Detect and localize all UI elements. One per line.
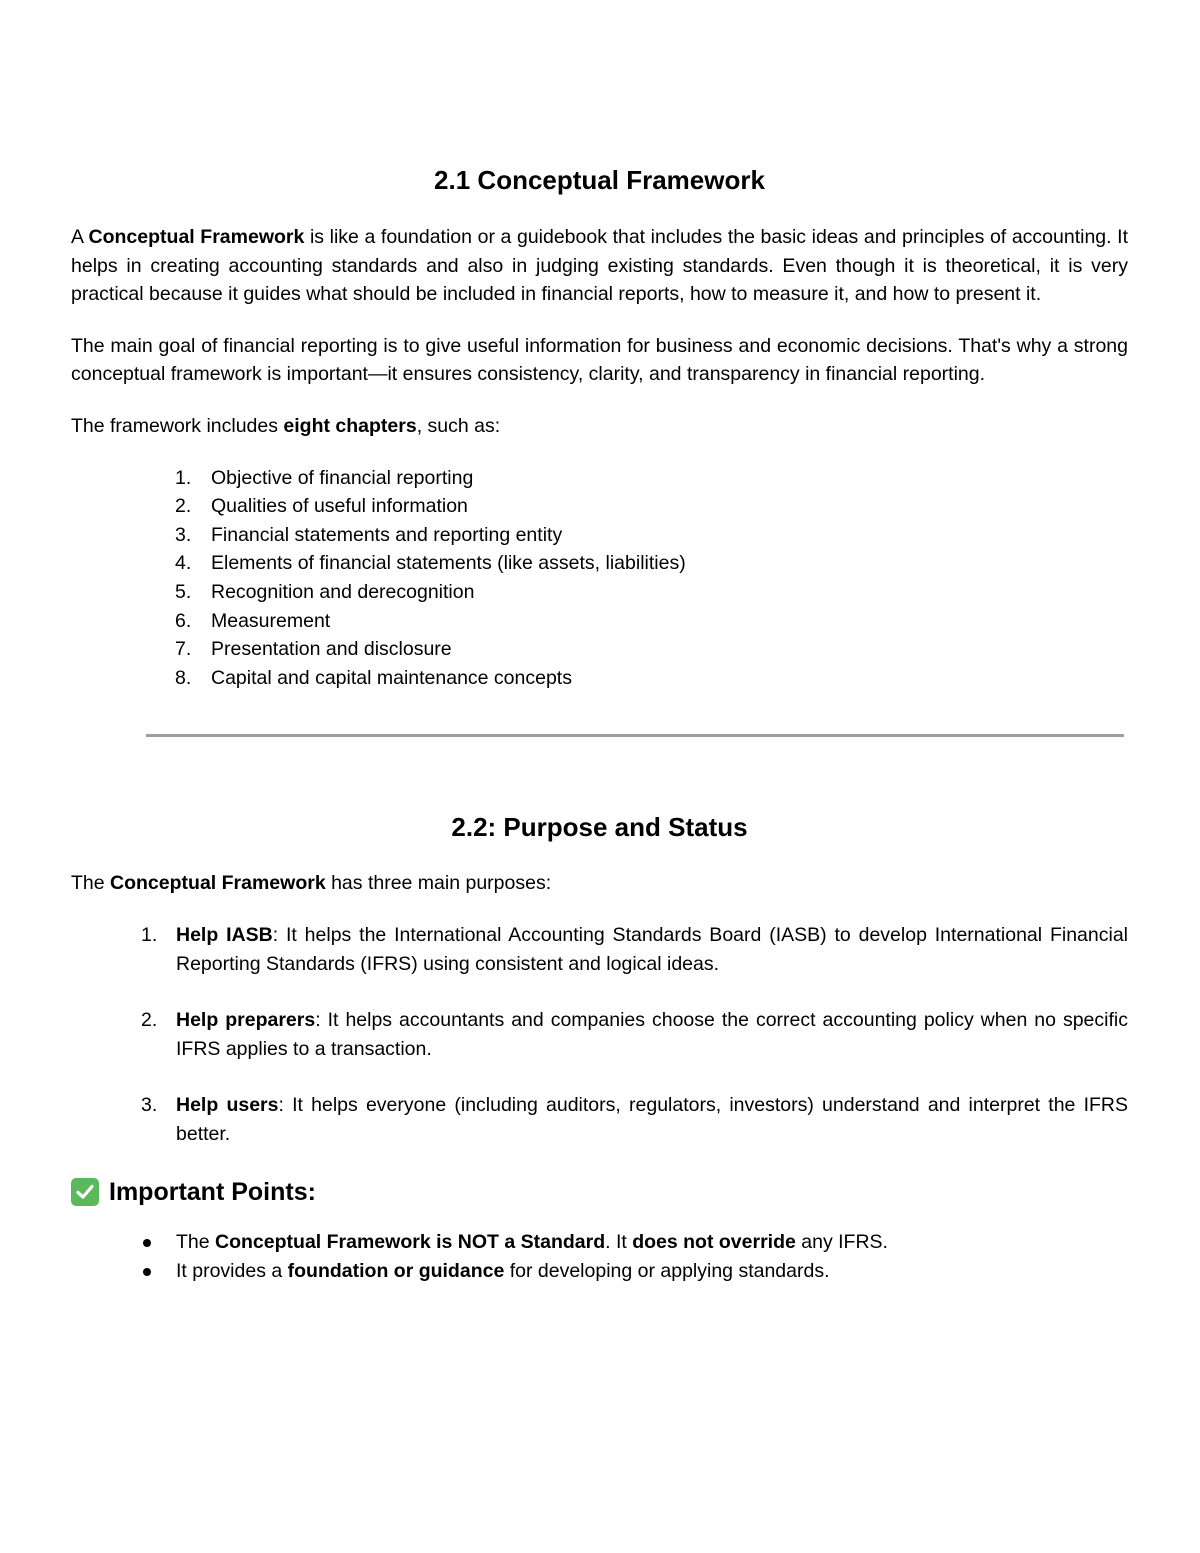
list-item bbox=[71, 464, 1128, 493]
list-item bbox=[71, 921, 1128, 978]
list-item bbox=[71, 549, 1128, 578]
list-item bbox=[71, 1228, 1128, 1257]
list-item bbox=[71, 1091, 1128, 1148]
list-number: 8. bbox=[175, 666, 192, 689]
important-points-heading bbox=[71, 1176, 1128, 1208]
list-number: 7. bbox=[175, 638, 192, 661]
section-1-paragraph-3 bbox=[71, 412, 1128, 441]
list-item bbox=[71, 578, 1128, 607]
bold-term: Conceptual Framework bbox=[110, 872, 326, 895]
text-run: has three main purposes: bbox=[325, 872, 552, 895]
section-1-paragraph-1 bbox=[71, 223, 1128, 309]
list-number: 1. bbox=[175, 466, 192, 489]
text-run: It provides a bbox=[176, 1260, 288, 1283]
list-item bbox=[71, 664, 1128, 693]
bold-term: does not override bbox=[632, 1231, 796, 1254]
list-item bbox=[71, 492, 1128, 521]
bold-term: foundation or guidance bbox=[287, 1260, 505, 1283]
list-item bbox=[71, 1006, 1128, 1063]
list-number: 6. bbox=[175, 609, 192, 632]
bold-term: Help users bbox=[176, 1094, 279, 1117]
list-number: 1. bbox=[141, 923, 158, 946]
list-item-text: Elements of financial statements (like assets, liabilities) bbox=[211, 552, 686, 575]
check-mark-icon bbox=[71, 1178, 99, 1206]
text-run: A bbox=[71, 226, 89, 248]
text-run: , such as: bbox=[416, 414, 501, 437]
list-item-text: Recognition and derecognition bbox=[211, 580, 475, 603]
list-item-text: Capital and capital maintenance concepts bbox=[211, 666, 572, 689]
bullet-icon bbox=[143, 1268, 151, 1276]
section-2-title: 2.2: Purpose and Status bbox=[451, 812, 748, 843]
section-1-title: 2.1 Conceptual Framework bbox=[434, 165, 765, 195]
list-item-text: Financial statements and reporting entity bbox=[211, 523, 563, 546]
section-divider bbox=[146, 734, 1124, 737]
list-number: 5. bbox=[175, 580, 192, 603]
list-item bbox=[71, 635, 1128, 664]
section-1-paragraph-2: The main goal of financial reporting is to give useful information for business and economic decisions. That's why a strong conceptual framework is important—it ensures consistency, clarity, and transparency in financial reporting. bbox=[71, 334, 1128, 386]
purposes-list bbox=[71, 921, 1128, 1149]
list-number: 3. bbox=[175, 523, 192, 546]
text-run: The bbox=[176, 1231, 216, 1254]
bold-term: Help IASB bbox=[176, 923, 273, 946]
important-points-list bbox=[71, 1228, 1128, 1285]
list-item-text: Measurement bbox=[211, 609, 331, 632]
list-number: 2. bbox=[141, 1009, 158, 1032]
list-item-text: Objective of financial reporting bbox=[211, 466, 474, 489]
list-item-text: : It helps everyone (including auditors, regulators, investors) understand and interpret the IFRS better. bbox=[176, 1094, 1128, 1145]
list-number: 4. bbox=[175, 552, 192, 575]
list-item bbox=[71, 607, 1128, 636]
text-run: any IFRS. bbox=[795, 1231, 888, 1254]
list-item-text: Qualities of useful information bbox=[211, 495, 468, 518]
list-item bbox=[71, 521, 1128, 550]
text-run: The framework includes bbox=[71, 414, 284, 437]
list-item bbox=[71, 1257, 1128, 1286]
text-run: . It bbox=[605, 1231, 633, 1254]
section-2-paragraph-1 bbox=[71, 869, 1128, 898]
list-number: 2. bbox=[175, 495, 192, 518]
list-item-text: : It helps the International Accounting Standards Board (IASB) to develop International Financial Reporting Standards (IFRS) using consistent and logical ideas. bbox=[176, 923, 1128, 975]
text-run: The bbox=[71, 872, 111, 895]
list-item-text: Presentation and disclosure bbox=[211, 638, 452, 661]
bullet-icon bbox=[143, 1239, 151, 1247]
bold-term: Conceptual Framework is NOT a Standard bbox=[215, 1231, 606, 1254]
bold-term: Help preparers bbox=[176, 1009, 316, 1032]
list-number: 3. bbox=[141, 1094, 158, 1117]
important-points-title: Important Points: bbox=[109, 1178, 316, 1207]
text-run: for developing or applying standards. bbox=[504, 1260, 830, 1283]
list-item-text: : It helps accountants and companies choose the correct accounting policy when no specific IFRS applies to a transaction. bbox=[176, 1009, 1128, 1060]
bold-term: Conceptual Framework bbox=[88, 226, 305, 248]
text-run: is like a foundation or a guidebook that includes the basic ideas and principles of accounting. It helps in creating accounting standards and also in judging existing standards. Even though it is theoretical, it is very practical because it guides what should be included in financial reports, how to measure it, and how to present it. bbox=[71, 226, 1128, 306]
chapters-list bbox=[71, 464, 1128, 693]
bold-term: eight chapters bbox=[283, 414, 417, 437]
